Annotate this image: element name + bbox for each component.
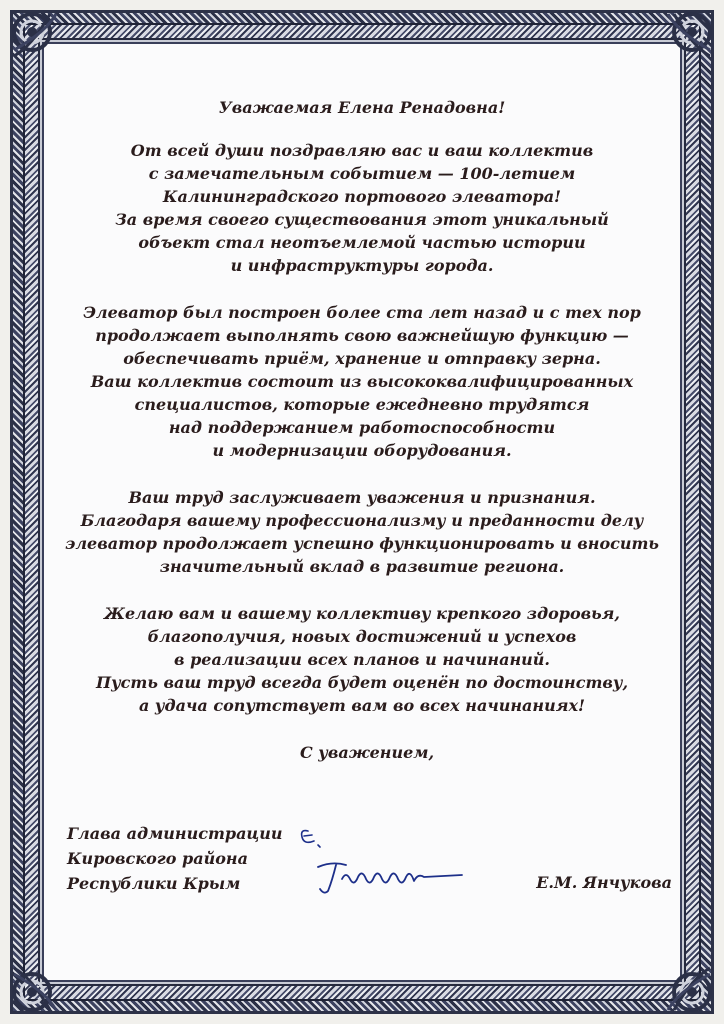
handwritten-signature bbox=[292, 821, 482, 901]
text-line: За время своего существования этот уникальный bbox=[115, 210, 609, 229]
paragraph-history bbox=[52, 301, 672, 462]
text-line: От всей души поздравляю вас и ваш коллектив bbox=[130, 141, 594, 160]
text-line: Ваш труд заслуживает уважения и признания. bbox=[128, 488, 596, 507]
text-line: значительный вклад в развитие региона. bbox=[159, 557, 565, 576]
signer-title-line: Республики Крым bbox=[67, 874, 241, 893]
text-line: Благодаря вашему профессионализму и преданности делу bbox=[80, 511, 644, 530]
signer-title bbox=[67, 821, 283, 896]
signer-name: Е.М. Янчукова bbox=[536, 873, 672, 892]
greeting: Уважаемая Елена Ренадовна! bbox=[218, 98, 506, 117]
corner-ornament-icon bbox=[6, 6, 76, 76]
signer-title-line: Кировского района bbox=[67, 849, 248, 868]
text-line: Ваш коллектив состоит из высококвалифицированных bbox=[90, 372, 634, 391]
text-line: а удача сопутствует вам во всех начинаниях! bbox=[138, 696, 586, 715]
signature-block bbox=[52, 821, 672, 931]
corner-ornament-icon bbox=[648, 6, 718, 76]
signer-title-line: Глава администрации bbox=[67, 824, 283, 843]
text-line: с замечательным событием — 100-летием bbox=[148, 164, 576, 183]
text-line: специалистов, которые ежедневно трудятся bbox=[134, 395, 590, 414]
paragraph-congratulation bbox=[52, 139, 672, 277]
text-line: и инфраструктуры города. bbox=[230, 256, 494, 275]
text-line: Пусть ваш труд всегда будет оценён по достоинству, bbox=[95, 673, 629, 692]
paragraph-recognition bbox=[52, 486, 672, 578]
text-line: объект стал неотъемлемой частью истории bbox=[138, 233, 586, 252]
text-line: над поддержанием работоспособности bbox=[168, 418, 556, 437]
text-line: обеспечивать приём, хранение и отправку зерна. bbox=[123, 349, 601, 368]
text-line: продолжает выполнять свою важнейшую функцию — bbox=[95, 326, 629, 345]
text-line: Калининградского портового элеватора! bbox=[162, 187, 562, 206]
closing: С уважением, bbox=[299, 743, 435, 762]
text-line: благополучия, новых достижений и успехов bbox=[147, 627, 577, 646]
text-line: элеватор продолжает успешно функционировать и вносить bbox=[65, 534, 659, 553]
letter-body bbox=[52, 96, 672, 964]
text-line: и модернизации оборудования. bbox=[212, 441, 512, 460]
paragraph-wishes bbox=[52, 602, 672, 717]
text-line: в реализации всех планов и начинаний. bbox=[174, 650, 550, 669]
text-line: Желаю вам и вашему коллективу крепкого здоровья, bbox=[104, 604, 620, 623]
text-line: Элеватор был построен более ста лет назад и с тех пор bbox=[83, 303, 641, 322]
